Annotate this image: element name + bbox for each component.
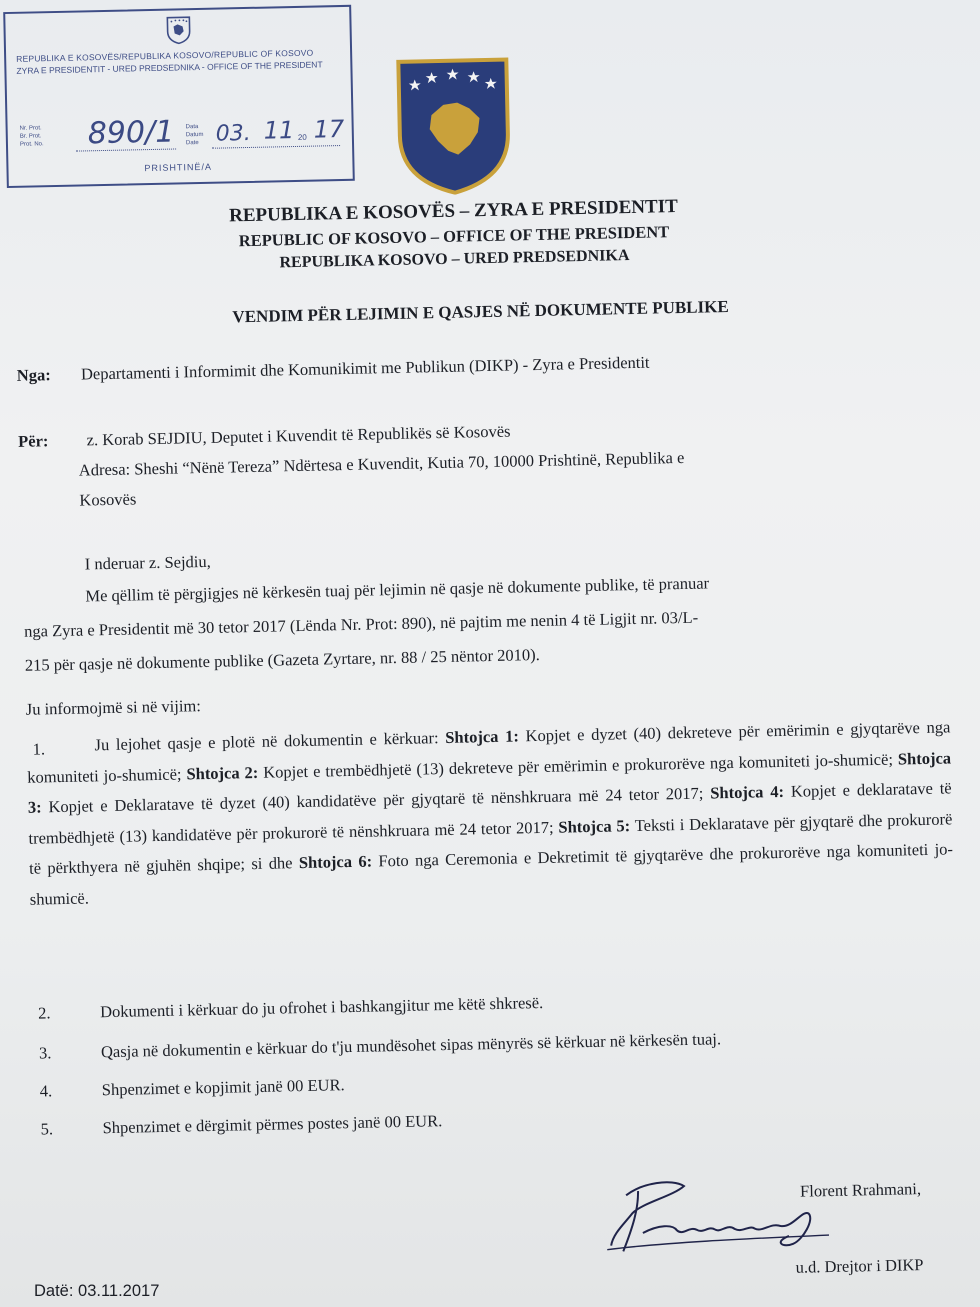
item-5-text: Shpenzimet e dërgimit përmes postes janë 00 EUR. <box>102 1111 443 1138</box>
item-4-text: Shpenzimet e kopjimit janë 00 EUR. <box>101 1075 345 1100</box>
from-row <box>17 353 650 386</box>
item-1-text-6: Teksti i Deklaratave për gjyqtarë dhe prokurorë të përkthyera në gjuhën shqipe; si dhe <box>28 808 953 878</box>
stamp-label-datum: Datum <box>185 131 204 139</box>
item-1-text-7: Foto nga Ceremonia e Dekretimit të gjyqtarëve dhe prokurorëve nga komuniteti jo-shumicë. <box>29 839 954 909</box>
item-1-text-1: Ju lejohet qasje e plotë në dokumentin e kërkuar: <box>94 727 446 755</box>
to-value: z. Korab SEJDIU, Deputet i Kuvendit të Republikës së Kosovës <box>86 421 511 450</box>
address-line-2: Kosovës <box>79 489 137 510</box>
stamp-label-date: Date <box>185 140 199 147</box>
annex-6-label: Shtojca 6: <box>298 851 373 873</box>
header-line-albanian: REPUBLIKA E KOSOVËS – ZYRA E PRESIDENTIT <box>228 196 678 227</box>
stamp-label-prot: Prot. No. <box>19 141 44 148</box>
header-line-serbian: REPUBLIKA KOSOVO – URED PREDSEDNIKA <box>279 247 630 272</box>
intro-line-2: nga Zyra e Presidentit më 30 tetor 2017 (Lënda Nr. Prot: 890), në pajtim me nenin 4 të Ligjit nr. 03/L- <box>23 607 699 641</box>
stamp-line-2: ZYRA E PRESIDENTIT - URED PREDSEDNIKA - OFFICE OF THE PRESIDENT <box>16 59 323 76</box>
document-title: VENDIM PËR LEJIMIN E QASJES NË DOKUMENTE PUBLIKE <box>232 296 729 327</box>
to-row <box>18 422 511 452</box>
intro-line-1: Me qëllim të përgjigjes në kërkesën tuaj për lejimin në qasje në dokumente publike, të pranuar <box>85 573 710 606</box>
stamp-protocol-number: 890/1 <box>87 114 175 152</box>
item-1-number: 1. <box>32 739 46 759</box>
annex-2-label: Shtojca 2: <box>186 762 259 783</box>
annex-4-label: Shtojca 4: <box>710 781 785 803</box>
item-4-number: 4. <box>39 1081 53 1101</box>
item-2-number: 2. <box>37 1003 51 1023</box>
annex-5-label: Shtojca 5: <box>558 815 631 837</box>
item-3-text: Qasja në dokumentin e kërkuar do t'ju mundësohet sipas mënyrës së kërkuar në kërkesën tuaj. <box>100 1029 722 1062</box>
stamp-label-nr: Nr. Prot. <box>19 125 42 132</box>
header-line-english: REPUBLIC OF KOSOVO – OFFICE OF THE PRESIDENT <box>238 222 670 251</box>
stamp-label-br: Br. Prot. <box>19 133 42 140</box>
stamp-date-year: 17 <box>313 114 345 144</box>
inform-line: Ju informojmë si në vijim: <box>25 696 202 719</box>
stamp-city: PRISHTINË/A <box>144 161 213 174</box>
intro-line-3: 215 për qasje në dokumente publike (Gazeta Zyrtare, nr. 88 / 25 nëntor 2010). <box>24 644 540 675</box>
to-label: Për: <box>17 431 49 451</box>
stamp-date-day: 03. <box>215 120 252 147</box>
item-3-number: 3. <box>38 1043 52 1063</box>
document-date: Datë: 03.11.2017 <box>34 1282 160 1300</box>
annex-1-label: Shtojca 1: <box>445 726 520 747</box>
item-1-text-3: Kopjet e trembëdhjetë (13) dekreteve për emërimin e prokurorëve nga komuniteti jo-shumicë; <box>258 749 899 782</box>
greeting: I nderuar z. Sejdiu, <box>84 551 211 574</box>
stamp-label-data: Data <box>185 124 199 131</box>
item-5-number: 5. <box>40 1119 54 1139</box>
address-line-1: Adresa: Sheshi “Nënë Tereza” Ndërtesa e Kuvendit, Kutia 70, 10000 Prishtinë, Republika e <box>78 447 685 480</box>
signatory-title: u.d. Drejtor i DIKP <box>795 1255 924 1277</box>
registration-stamp <box>3 5 355 188</box>
stamp-date-month: 11 <box>263 116 295 145</box>
signatory-name: Florent Rrahmani, <box>799 1179 922 1201</box>
stamp-date-year-prefix: 20 <box>297 132 307 142</box>
stamp-fields <box>17 99 345 166</box>
kosovo-emblem-icon <box>165 14 192 45</box>
kosovo-coat-of-arms-icon <box>394 55 513 195</box>
item-1-paragraph <box>26 712 954 914</box>
item-1-text-5: Kopjet e deklaratave të trembëdhjetë (13) kandidatëve për prokurorë të nënshkruara më 24 tetor 2017; <box>28 778 952 848</box>
from-label: Nga: <box>16 365 51 385</box>
annex-3-label: Shtojca 3: <box>27 747 952 817</box>
item-1-text-2: Kopjet e dyzet (40) dekreteve për emërimin e gjyqtarëve nga komuniteti jo-shumicë; <box>27 717 951 787</box>
stamp-line-1: REPUBLIKA E KOSOVËS/REPUBLIKA KOSOVO/REPUBLIC OF KOSOVO <box>16 47 314 64</box>
handwritten-signature <box>602 1169 834 1264</box>
item-1-text-4: Kopjet e Deklaratave të dyzet (40) kandidatëve për gjyqtarë të nënshkruara më 24 tetor 2017; <box>41 783 711 817</box>
from-value: Departamenti i Informimit dhe Komunikimit me Publikun (DIKP) - Zyra e Presidentit <box>80 352 650 384</box>
item-2-text: Dokumenti i kërkuar do ju ofrohet i bashkangjitur me këtë shkresë. <box>99 992 544 1022</box>
